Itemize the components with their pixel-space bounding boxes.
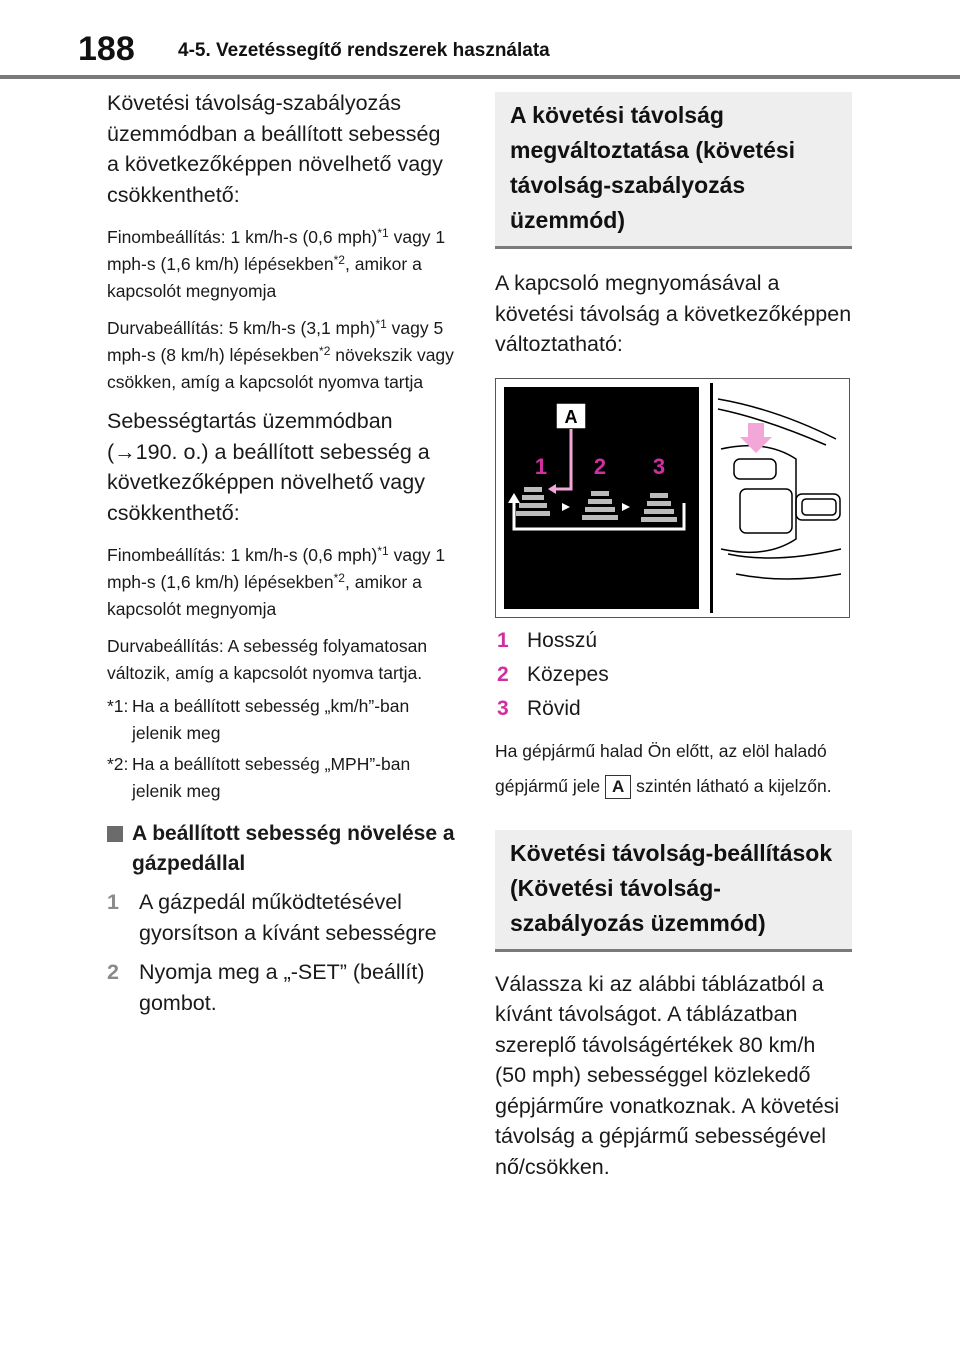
right-column bbox=[495, 92, 852, 1182]
fine-adjust-1: Finombeállítás: 1 km/h-s (0,6 mph)$^{*1}$ vagy 1 mph-s (1,6 km/h) lépésekben$^{*2}$, amikor a kapcsolót megnyomja bbox=[107, 226, 446, 301]
distance-intro: A kapcsoló megnyomásával a követési távolság a következőképpen változtatható: bbox=[495, 271, 852, 356]
inline-label-a: A bbox=[605, 775, 631, 799]
press-arrow-icon bbox=[740, 423, 772, 453]
fig-number-1: 1 bbox=[534, 453, 548, 479]
legend-3: 3 Rövid bbox=[497, 696, 581, 720]
coarse-adjust-2: Durvabeállítás: A sebesség folyamatosan változik, amíg a kapcsolót nyomva tartja. bbox=[107, 636, 428, 683]
section-header-distance-change: A követési távolság megváltoztatása (követési távolság-szabályozás üzemmód) bbox=[495, 92, 852, 246]
step-1: 1 A gázpedál működtetésével gyorsítson a kívánt sebességre bbox=[107, 890, 437, 945]
vehicle-note: Ha gépjármű halad Ön előtt, az elöl haladó gépjármű jele A szintén látható a kijelzőn. bbox=[495, 734, 852, 804]
steering-switch-drawing bbox=[718, 399, 841, 579]
subheading-accelerator: A beállított sebesség növelése a gázpedállal bbox=[107, 819, 457, 879]
step-2: 2 Nyomja meg a „-SET” (beállít) gombot. bbox=[107, 960, 425, 1015]
legend-1: 1 Hosszú bbox=[497, 628, 598, 652]
cruise-paragraph: Sebességtartás üzemmódban (→190. o.) a beállított sebesség a következőképpen növelhető vagy csökkenthető: bbox=[107, 409, 430, 525]
square-bullet-icon bbox=[107, 826, 123, 842]
footnote-2: *2: Ha a beállított sebesség „MPH”-ban jelenik meg bbox=[107, 754, 411, 801]
header-rule bbox=[0, 75, 960, 79]
settings-paragraph: Válassza ki az alábbi táblázatból a kívánt távolságot. A táblázatban szereplő távolságértékek 80 km/h (50 mph) sebességgel közlekedő gépjárműre vonatkoznak. A követési távolság a gépjármű sebességével nő/csökken. bbox=[495, 971, 840, 1179]
page-number: 188 bbox=[78, 30, 135, 68]
legend-2: 2 Közepes bbox=[497, 662, 609, 686]
chapter-title: 4-5. Vezetéssegítő rendszerek használata bbox=[178, 40, 550, 61]
fig-number-3: 3 bbox=[652, 453, 666, 479]
arrow-right-icon: → bbox=[114, 439, 136, 464]
coarse-adjust-1: Durvabeállítás: 5 km/h-s (3,1 mph)$^{*1}$ vagy 5 mph-s (8 km/h) lépésekben$^{*2}$ növekszik vagy csökken, amíg a kapcsolót nyomva tartja bbox=[107, 317, 454, 392]
left-column bbox=[107, 88, 457, 1019]
fine-adjust-2: Finombeállítás: 1 km/h-s (0,6 mph)$^{*1}$ vagy 1 mph-s (1,6 km/h) lépésekben$^{*2}$, amikor a kapcsolót megnyomja bbox=[107, 544, 446, 619]
page-header bbox=[0, 0, 960, 80]
footnote-1: *1: Ha a beállított sebesség „km/h”-ban jelenik meg bbox=[107, 696, 410, 743]
figure-divider bbox=[710, 383, 713, 613]
distance-switch-figure bbox=[495, 378, 850, 618]
fig-number-2: 2 bbox=[593, 453, 607, 479]
intro-paragraph: Követési távolság-szabályozás üzemmódban a beállított sebesség a következőképpen növelhető vagy csökkenthető: bbox=[107, 91, 443, 207]
figure-svg bbox=[496, 379, 849, 617]
label-a: A bbox=[564, 406, 578, 427]
section-header-distance-settings: Követési távolság-beállítások (Követési távolság-szabályozás üzemmód) bbox=[495, 830, 852, 949]
